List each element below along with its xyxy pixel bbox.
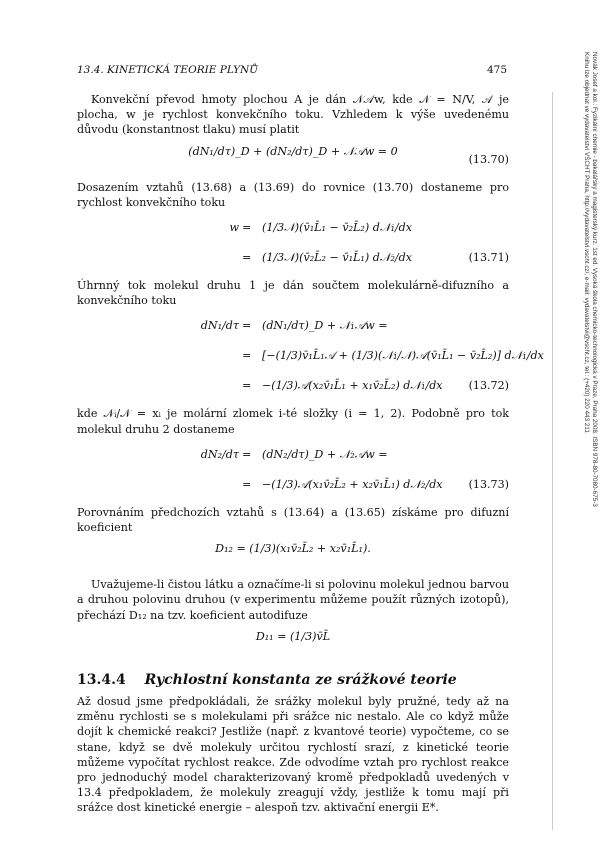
equation-lhs: dN₂/dτ <box>200 447 239 461</box>
chapter-heading: 13.4. KINETICKÁ TEORIE PLYNŮ <box>77 64 259 76</box>
equation-number: (13.71) <box>468 251 509 265</box>
section-heading <box>77 673 509 688</box>
citation-line: Novák Josef a kol.: Fyzikální chemie - bakalářský a magisterský kurz. 1st ed. Vysoká škola chemicko-technologická v Praze, Praha 2008. ISBN 978-80-7080-675-3 <box>591 52 598 507</box>
equation-rhs: (dN₂/dτ)_D + 𝒩₂𝒜w = <box>262 447 388 461</box>
equation-rhs: [−(1/3)v̄₁L̄₁𝒜 + (1/3)(𝒩₁/𝒩)𝒜(v̄₁L̄₁ − v̄₂L̄₂)] d𝒩₁/dx <box>262 349 544 363</box>
equation-lhs: dN₁/dτ <box>200 319 239 333</box>
equation-number: (13.73) <box>468 477 509 491</box>
equation-expression: D₁₂ = (1/3)(x₁v̄₂L̄₂ + x₂v̄₁L̄₁). <box>215 542 371 556</box>
equation-expression: (dN₁/dτ)_D + (dN₂/dτ)_D + 𝒩𝒜w = 0 <box>188 144 398 158</box>
equation-13-70 <box>77 144 509 174</box>
equation-rhs: −(1/3)𝒜(x₂v̄₁L̄₁ + x₁v̄₂L̄₂) d𝒩₁/dx <box>262 379 443 393</box>
paragraph-substitution: Dosazením vztahů (13.68) a (13.69) do rovnice (13.70) dostaneme pro rychlost konvekčního toku <box>77 180 509 209</box>
section-title: Rychlostní konstanta ze srážkové teorie <box>144 671 457 688</box>
running-head <box>77 64 507 80</box>
order-info-line: Knihu lze objednat ve vydavatelství VŠCHT Praha, http://vydavatelstvi.vscht.cz/, e-mail: vydavatelstvi@vscht.cz, tel.: (+420) 220 443 211 <box>583 52 590 433</box>
equation-rhs: (dN₁/dτ)_D + 𝒩₁𝒜w = <box>262 319 388 333</box>
equation-number: (13.70) <box>468 152 509 166</box>
paragraph-comparison: Porovnáním předchozích vztahů s (13.64) a (13.65) získáme pro difuzní koeficient <box>77 505 509 535</box>
equation-13-71: w = (1/3𝒩)(v̄₁L̄₁ − v̄₂L̄₂) d𝒩₁/dx = (1/3𝒩)(v̄₂L̄₂ − v̄₁L̄₁) d𝒩₂/dx (13.71) <box>229 221 509 265</box>
equation-rhs: (1/3𝒩)(v̄₁L̄₁ − v̄₂L̄₂) d𝒩₁/dx <box>262 221 412 235</box>
margin-citation <box>560 52 600 812</box>
page-body <box>77 92 544 816</box>
equation-autodiffusion <box>77 629 509 659</box>
paragraph-reaction-rate: Až dosud jsme předpokládali, že srážky molekul byly pružné, tedy až na změnu rychlosti se s molekulami při srážce nic nestalo. Ale co když může dojít k chemické reakci? Jestliže (např. z kvantové teorie) vypočteme, co se stane, když se dvě molekuly určitou rychlostí srazí, z kinetické teorie můžeme vypočítat rychlost reakce. Zde odvodíme vztah pro rychlost reakce pro jednoduchý model charakterizovaný kromě předpokladů uvedených v 13.4 předpokladem, že molekuly zreagují vždy, jestliže k tomu mají při srážce dost kinetické energie – alespoň tzv. aktivační energii E*. <box>77 695 509 815</box>
equation-13-73: dN₂/dτ = (dN₂/dτ)_D + 𝒩₂𝒜w = = −(1/3)𝒜(x₁v̄₂L̄₂ + x₂v̄₁L̄₁) d𝒩₂/dx (13.73) <box>200 447 509 491</box>
paragraph-autodiffusion: Uvažujeme-li čistou látku a označíme-li si polovinu molekul jednou barvou a druhou polovinu druhou (v experimentu můžeme použít různých izotopů), přechází D₁₂ na tzv. koeficient autodifuze <box>77 578 509 622</box>
equation-13-72: dN₁/dτ = (dN₁/dτ)_D + 𝒩₁𝒜w = = [−(1/3)v̄₁L̄₁𝒜 + (1/3)(𝒩₁/𝒩)𝒜(v̄₁L̄₁ − v̄₂L̄₂)] d𝒩₁/dx = −(1/3)𝒜(x₂v̄₁L̄₁ + x₁v̄₂L̄₂) d𝒩₁/dx (13.72) <box>200 319 544 393</box>
equation-number: (13.72) <box>468 379 509 393</box>
equation-rhs: −(1/3)𝒜(x₁v̄₂L̄₂ + x₂v̄₁L̄₁) d𝒩₂/dx <box>262 477 443 491</box>
equation-rhs: (1/3𝒩)(v̄₂L̄₂ − v̄₁L̄₁) d𝒩₂/dx <box>262 251 412 265</box>
equation-lhs: w <box>229 221 239 235</box>
section-number: 13.4.4 <box>77 671 126 688</box>
paragraph-total-flux: Úhrnný tok molekul druhu 1 je dán součtem molekulárně-difuzního a konvekčního toku <box>77 279 509 308</box>
equation-expression: D₁₁ = (1/3)v̄L̄ <box>255 629 331 643</box>
paragraph-mole-fraction: kde 𝒩ᵢ/𝒩 = xᵢ je molární zlomek i-té složky (i = 1, 2). Podobně pro tok molekul druhu 2 dostaneme <box>77 407 509 436</box>
page-number: 475 <box>486 64 507 76</box>
margin-divider <box>552 92 553 830</box>
paragraph-convective-transfer: Konvekční převod hmoty plochou A je dán 𝒩𝒜w, kde 𝒩 = N/V, 𝒜 je plocha, w je rychlost konvekčního toku. Vzhledem k výše uvedenému důvodu (konstantnost tlaku) musí platit <box>77 93 509 137</box>
equation-diffusion-coefficient <box>77 541 509 571</box>
